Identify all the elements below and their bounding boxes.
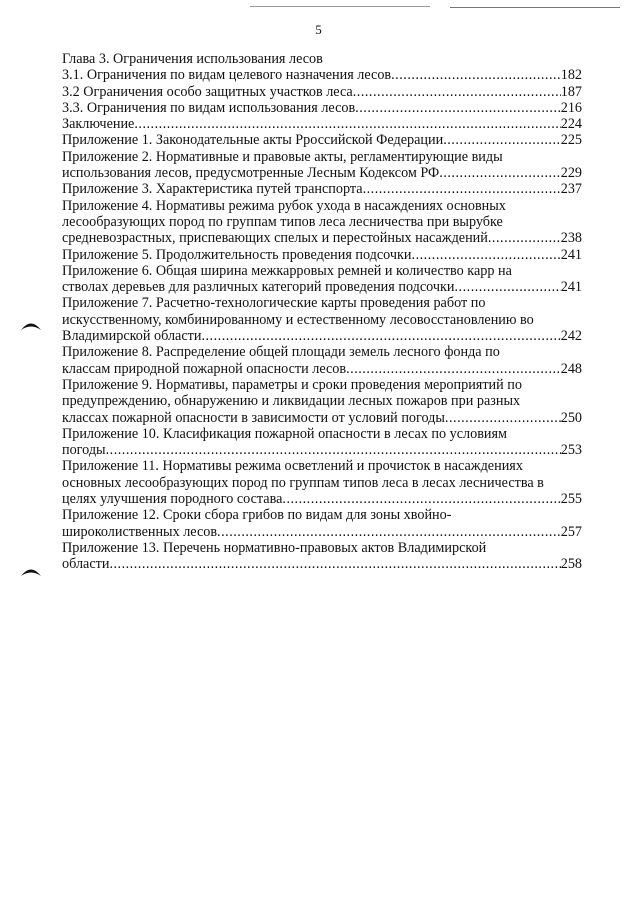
toc-entry-title: стволах деревьев для различных категорий проведения подсочки	[62, 279, 455, 296]
toc-leader-dots	[363, 181, 561, 197]
toc-line	[62, 328, 582, 344]
toc-entry	[62, 263, 582, 296]
toc-line	[62, 165, 582, 181]
toc-entry-title: использования лесов, предусмотренные Лесным Кодексом РФ	[62, 165, 440, 182]
toc-entry-title: Приложение 3. Характеристика путей транспорта	[62, 181, 363, 198]
scan-artifact-line	[250, 6, 430, 7]
toc-page-number: 224	[560, 116, 582, 133]
toc-leader-dots	[106, 442, 561, 458]
toc-leader-dots	[445, 410, 561, 426]
toc-entry-title: области	[62, 556, 110, 573]
toc-entry-title: 3.2 Ограничения особо защитных участков леса	[62, 83, 353, 100]
toc-leader-dots	[353, 84, 561, 100]
toc-page-number: 237	[560, 181, 582, 198]
toc-entry-title: Приложение 5. Продолжительность проведения подсочки	[62, 246, 412, 263]
toc-leader-dots	[443, 132, 561, 148]
toc-entry-title: Приложение 2. Нормативные и правовые акты, регламентирующие виды	[62, 148, 503, 165]
toc-entry-title: широколиственных лесов	[62, 523, 218, 540]
toc-page-number: 187	[560, 83, 582, 100]
toc-entry	[62, 377, 582, 426]
toc-entry	[62, 426, 582, 459]
toc-entry	[62, 149, 582, 182]
toc-line	[62, 410, 582, 426]
page-number: 5	[315, 22, 322, 37]
toc-line	[62, 279, 582, 295]
toc-page-number: 258	[560, 556, 582, 573]
toc-entry	[62, 540, 582, 573]
toc-entry	[62, 51, 582, 67]
toc-page-number: 242	[560, 328, 582, 345]
toc-line	[62, 475, 582, 491]
toc-leader-dots	[488, 230, 561, 246]
toc-entry-title: лесообразующих пород по группам типов леса лесничества при вырубке	[62, 213, 503, 230]
toc-entry-title: Владимирской области	[62, 328, 202, 345]
toc-line	[62, 198, 582, 214]
toc-page-number: 182	[560, 67, 582, 84]
toc-entry-title: Глава 3. Ограничения использования лесов	[62, 51, 323, 67]
toc-line	[62, 214, 582, 230]
toc-entry-title: Приложение 7. Расчетно-технологические карты проведения работ по	[62, 295, 486, 312]
toc-page-number: 241	[560, 246, 582, 263]
toc-entry-title: Приложение 9. Нормативы, параметры и сроки проведения мероприятий по	[62, 376, 522, 393]
toc-entry-title: погоды	[62, 442, 106, 459]
toc-line	[62, 507, 582, 523]
toc-entry-title: предупреждению, обнаружению и ликвидации лесных пожаров при разных	[62, 393, 521, 410]
toc-entry-title: Приложение 4. Нормативы режима рубок ухода в насаждениях основных	[62, 197, 506, 214]
toc-entry	[62, 458, 582, 507]
toc-leader-dots	[134, 116, 560, 132]
toc-page-number: 241	[560, 279, 582, 296]
toc-line	[62, 67, 582, 83]
toc-entry-title: искусственному, комбинированному и естественному лесовосстановлению во	[62, 311, 534, 328]
toc-line	[62, 100, 582, 116]
toc-line	[62, 393, 582, 409]
toc-line	[62, 361, 582, 377]
toc-entry-title: Приложение 11. Нормативы режима осветлений и прочисток в насаждениях	[62, 458, 523, 475]
toc-entry-title: Приложение 1. Законодательные акты Рроссийской Федерации	[62, 132, 444, 149]
toc-entry	[62, 84, 582, 100]
toc-entry-title: классах пожарной опасности в зависимости от условий погоды	[62, 409, 445, 426]
toc-line	[62, 247, 582, 263]
toc-entry	[62, 198, 582, 247]
toc-entry-title: Приложение 10. Класификация пожарной опасности в лесах по условиям	[62, 425, 508, 442]
toc-line	[62, 426, 582, 442]
margin-mark-icon	[20, 319, 42, 331]
toc-line	[62, 181, 582, 197]
table-of-contents	[62, 51, 582, 573]
toc-line	[62, 540, 582, 556]
toc-line	[62, 230, 582, 246]
toc-line	[62, 458, 582, 474]
toc-page-number: 225	[560, 132, 582, 149]
toc-entry	[62, 132, 582, 148]
toc-entry	[62, 344, 582, 377]
toc-entry-title: Приложение 13. Перечень нормативно-правовых актов Владимирской	[62, 539, 487, 556]
toc-line	[62, 344, 582, 360]
toc-line	[62, 263, 582, 279]
toc-entry-title: средневозрастных, приспевающих спелых и перестойных насаждений	[62, 230, 488, 247]
toc-page-number: 257	[560, 523, 582, 540]
toc-entry	[62, 507, 582, 540]
toc-page-number: 238	[560, 230, 582, 247]
toc-line	[62, 556, 582, 572]
toc-page-number: 253	[560, 442, 582, 459]
toc-leader-dots	[355, 100, 561, 116]
toc-leader-dots	[201, 328, 560, 344]
toc-page-number: 229	[560, 165, 582, 182]
toc-leader-dots	[391, 67, 561, 83]
toc-entry	[62, 100, 582, 116]
toc-line	[62, 524, 582, 540]
toc-page-number: 250	[560, 409, 582, 426]
toc-leader-dots	[455, 279, 561, 295]
toc-leader-dots	[412, 247, 561, 263]
toc-entry-title: 3.3. Ограничения по видам использования лесов	[62, 99, 356, 116]
toc-leader-dots	[346, 361, 561, 377]
toc-line	[62, 51, 582, 67]
toc-entry-title: 3.1. Ограничения по видам целевого назначения лесов	[62, 67, 392, 84]
toc-line	[62, 312, 582, 328]
toc-entry-title: целях улучшения породного состава	[62, 491, 283, 508]
toc-line	[62, 84, 582, 100]
toc-entry	[62, 116, 582, 132]
margin-mark-icon	[20, 565, 42, 577]
toc-leader-dots	[282, 491, 560, 507]
toc-line	[62, 116, 582, 132]
toc-entry	[62, 247, 582, 263]
toc-leader-dots	[109, 556, 560, 572]
toc-line	[62, 377, 582, 393]
toc-entry-title: классам природной пожарной опасности лесов	[62, 360, 347, 377]
scan-artifact-line	[450, 7, 620, 8]
toc-line	[62, 132, 582, 148]
toc-line	[62, 491, 582, 507]
toc-line	[62, 442, 582, 458]
toc-page-number: 248	[560, 360, 582, 377]
toc-entry-title: Заключение	[62, 116, 135, 133]
toc-entry	[62, 295, 582, 344]
toc-leader-dots	[217, 524, 561, 540]
toc-entry-title: основных лесообразующих пород по группам типов леса в лесах лесничества в	[62, 474, 544, 491]
toc-entry-title: Приложение 12. Сроки сбора грибов по видам для зоны хвойно-	[62, 507, 452, 524]
toc-entry	[62, 67, 582, 83]
toc-entry-title: Приложение 8. Распределение общей площади земель лесного фонда по	[62, 344, 500, 361]
toc-line	[62, 149, 582, 165]
toc-page-number: 255	[560, 491, 582, 508]
toc-entry-title: Приложение 6. Общая ширина межкарровых ремней и количество карр на	[62, 262, 512, 279]
toc-page-number: 216	[560, 99, 582, 116]
toc-leader-dots	[439, 165, 560, 181]
toc-line	[62, 295, 582, 311]
toc-entry	[62, 181, 582, 197]
